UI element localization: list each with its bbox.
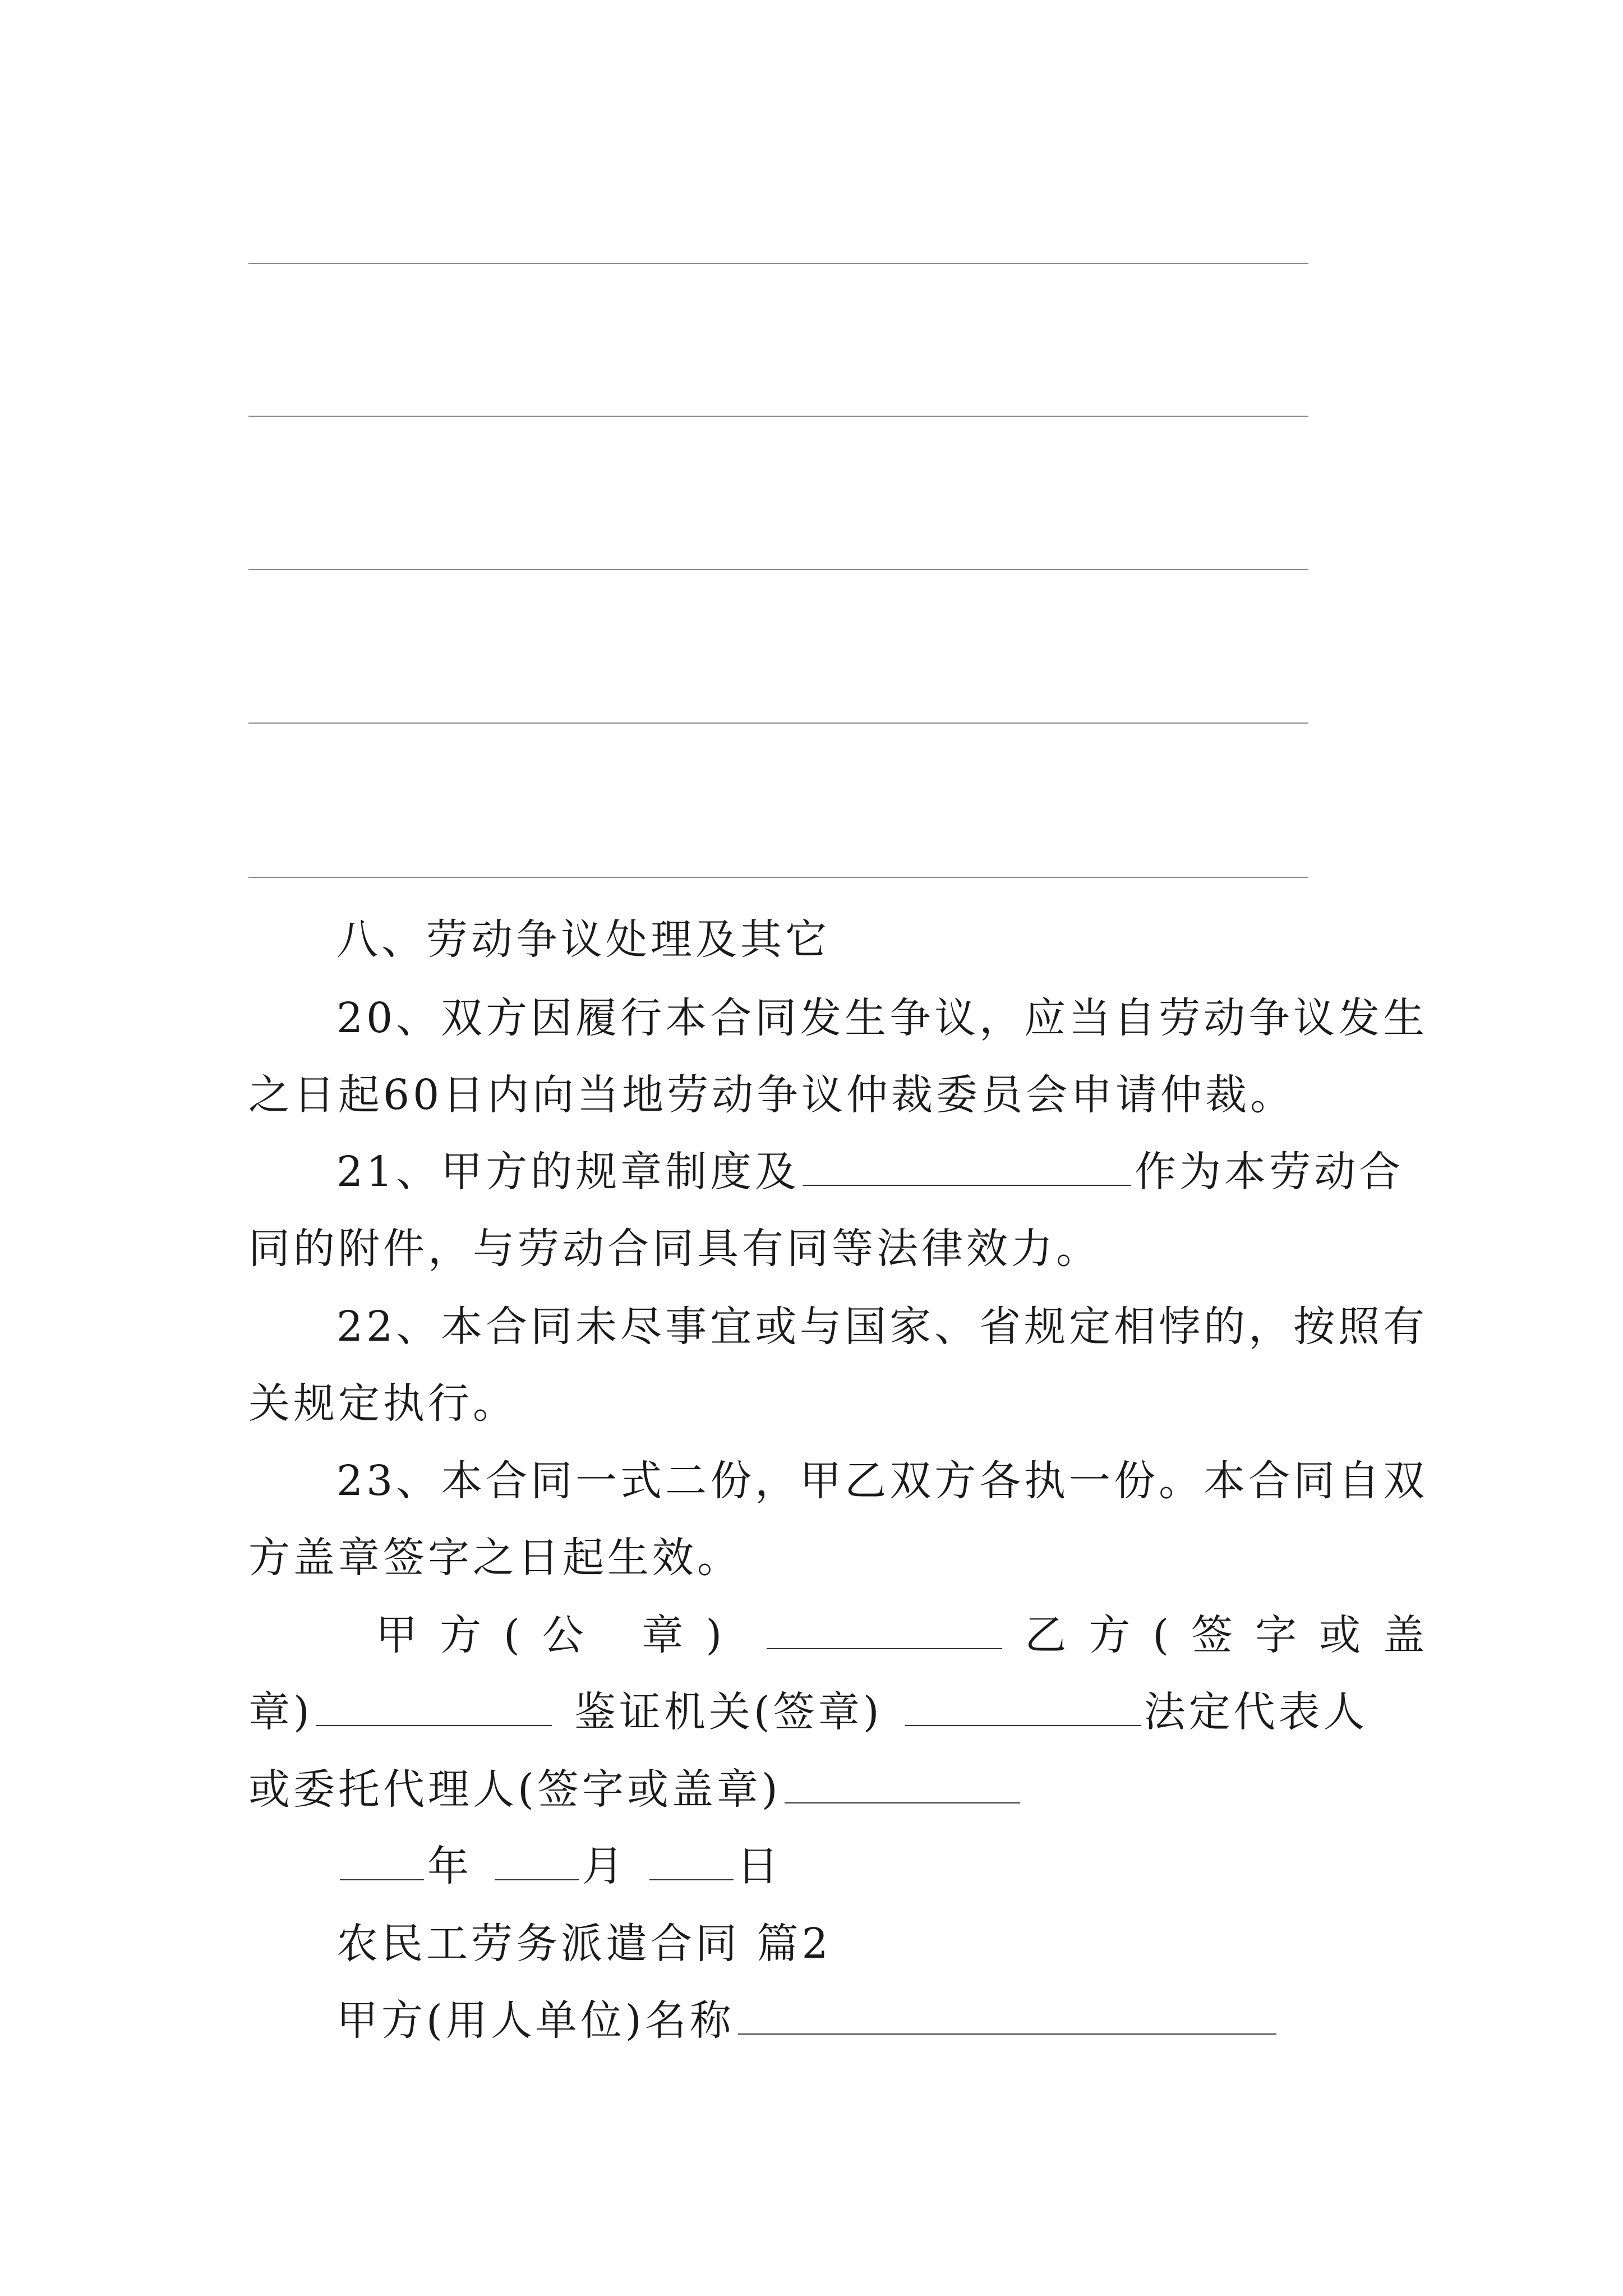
section-heading-text: 八、劳动争议处理及其它 [336,915,830,964]
blank-rule-4 [248,723,1308,724]
legal-rep-label-1: 法定代表人 [1144,1688,1368,1736]
year-blank[interactable] [340,1846,424,1880]
party-a-name-blank[interactable] [738,2000,1276,2035]
clause-22-line-1 [336,1287,1428,1366]
clause-23-line-2 [248,1519,1393,1597]
party-a-name-line [336,1981,1402,2060]
party-b-seal-blank[interactable] [316,1691,552,1726]
legal-rep-blank[interactable] [785,1769,1020,1803]
party-a-name-label: 甲方(用人单位)名称 [336,1996,735,2045]
blank-rule-5 [248,877,1308,878]
day-blank[interactable] [649,1846,734,1880]
clause-21-line-2 [248,1209,1393,1288]
blank-rule-2 [248,416,1308,417]
clause-21-line-1 [336,1133,1402,1211]
month-blank[interactable] [495,1846,579,1880]
blank-rule-3 [248,569,1308,570]
signature-line-1 [376,1596,1447,1674]
clause-21-text-pre: 21、甲方的规章制度及 [336,1148,800,1196]
year-label: 年 [427,1842,472,1890]
clause-21-text-2: 同的附件，与劳动合同具有同等法律效力。 [248,1225,1101,1273]
clause-22-text-1: 22、本合同未尽事宜或与国家、省规定相悖的，按照有 [336,1303,1428,1351]
clause-20-text-2: 之日起60日内向当地劳动争议仲裁委员会申请仲裁。 [248,1071,1295,1119]
month-label: 月 [582,1842,627,1890]
regulations-blank[interactable] [803,1151,1131,1186]
clause-20-line-1 [336,979,1428,1057]
party-b-seal-label-2: 章) [248,1688,313,1736]
date-line [336,1827,1402,1906]
signature-line-2 [248,1673,1393,1751]
clause-20-line-2 [248,1056,1393,1134]
clause-20-text-1: 20、双方因履行本合同发生争议，应当自劳动争议发生 [336,994,1428,1042]
notary-seal-blank[interactable] [905,1691,1141,1726]
section-heading [336,900,1402,979]
clause-22-text-2: 关规定执行。 [248,1379,518,1428]
legal-rep-label-2: 或委托代理人(签字或盖章) [248,1765,781,1814]
party-a-seal-blank[interactable] [767,1614,1002,1649]
contract-2-title-text: 农民工劳务派遣合同 篇2 [336,1920,832,1968]
day-label: 日 [737,1842,782,1890]
notary-seal-label: 鉴证机关(签章) [574,1688,883,1736]
clause-23-text-1: 23、本合同一式二份，甲乙双方各执一份。本合同自双 [336,1457,1428,1505]
party-b-seal-label-1: 乙方(签字或盖 [1025,1611,1447,1659]
clause-23-text-2: 方盖章签字之日起生效。 [248,1534,742,1582]
contract-2-title [336,1904,1402,1983]
party-a-seal-label: 甲方(公 章) [376,1611,745,1659]
clause-22-line-2 [248,1364,1393,1443]
blank-rule-1 [248,263,1308,264]
clause-23-line-1 [336,1442,1428,1520]
signature-line-3 [248,1750,1393,1829]
clause-21-text-post: 作为本劳动合 [1135,1148,1404,1196]
